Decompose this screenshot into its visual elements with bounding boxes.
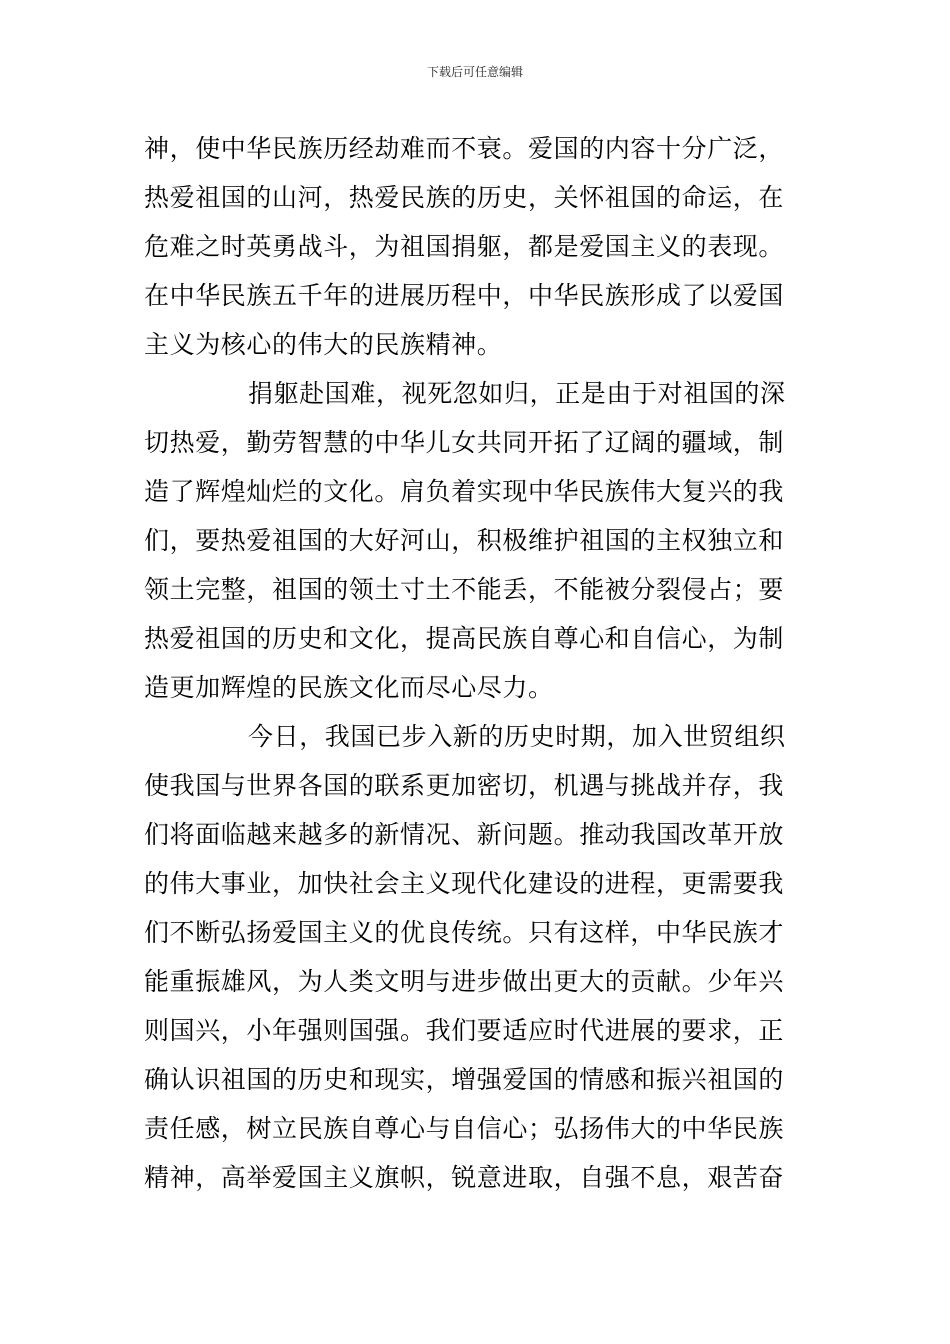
text-line: 使我国与世界各国的联系更加密切，机遇与挑战并存，我	[144, 771, 785, 800]
page-header: 下载后可任意编辑	[426, 65, 523, 79]
text-line: 热爱祖国的山河，热爱民族的历史，关怀祖国的命运，在	[144, 183, 785, 212]
text-line: 们，要热爱祖国的大好河山，积极维护祖国的主权独立和	[144, 526, 785, 555]
document-body	[144, 124, 812, 1202]
text-line: 们不断弘扬爱国主义的优良传统。只有这样，中华民族才	[144, 918, 785, 947]
text-line: 热爱祖国的历史和文化，提高民族自尊心和自信心，为制	[144, 624, 785, 653]
paragraph-1	[144, 124, 812, 369]
text-line: 确认识祖国的历史和现实，增强爱国的情感和振兴祖国的	[144, 1065, 785, 1094]
text-line: 切热爱，勤劳智慧的中华儿女共同开拓了辽阔的疆域，制	[144, 428, 785, 457]
text-line: 则国兴，小年强则国强。我们要适应时代进展的要求，正	[144, 1016, 785, 1045]
paragraph-2	[144, 369, 812, 712]
text-line: 能重振雄风，为人类文明与进步做出更大的贡献。少年兴	[144, 967, 785, 996]
text-line: 造了辉煌灿烂的文化。肩负着实现中华民族伟大复兴的我	[144, 477, 785, 506]
text-line: 主义为核心的伟大的民族精神。	[144, 330, 503, 359]
text-line: 危难之时英勇战斗，为祖国捐躯，都是爱国主义的表现。	[144, 232, 785, 261]
text-line: 在中华民族五千年的进展历程中，中华民族形成了以爱国	[144, 281, 785, 310]
text-line: 精神，高举爱国主义旗帜，锐意进取，自强不息，艰苦奋	[144, 1163, 785, 1192]
text-line: 今日，我国已步入新的历史时期，加入世贸组织	[248, 722, 786, 751]
text-line: 造更加辉煌的民族文化而尽心尽力。	[144, 673, 554, 702]
text-line: 责任感，树立民族自尊心与自信心；弘扬伟大的中华民族	[144, 1114, 785, 1143]
text-line: 捐躯赴国难，视死忽如归，正是由于对祖国的深	[248, 379, 786, 408]
text-line: 的伟大事业，加快社会主义现代化建设的进程，更需要我	[144, 869, 785, 898]
paragraph-3	[144, 712, 812, 1202]
text-line: 领土完整，祖国的领土寸土不能丢，不能被分裂侵占；要	[144, 575, 785, 604]
text-line: 神，使中华民族历经劫难而不衰。爱国的内容十分广泛，	[144, 134, 785, 163]
text-line: 们将面临越来越多的新情况、新问题。推动我国改革开放	[144, 820, 785, 849]
